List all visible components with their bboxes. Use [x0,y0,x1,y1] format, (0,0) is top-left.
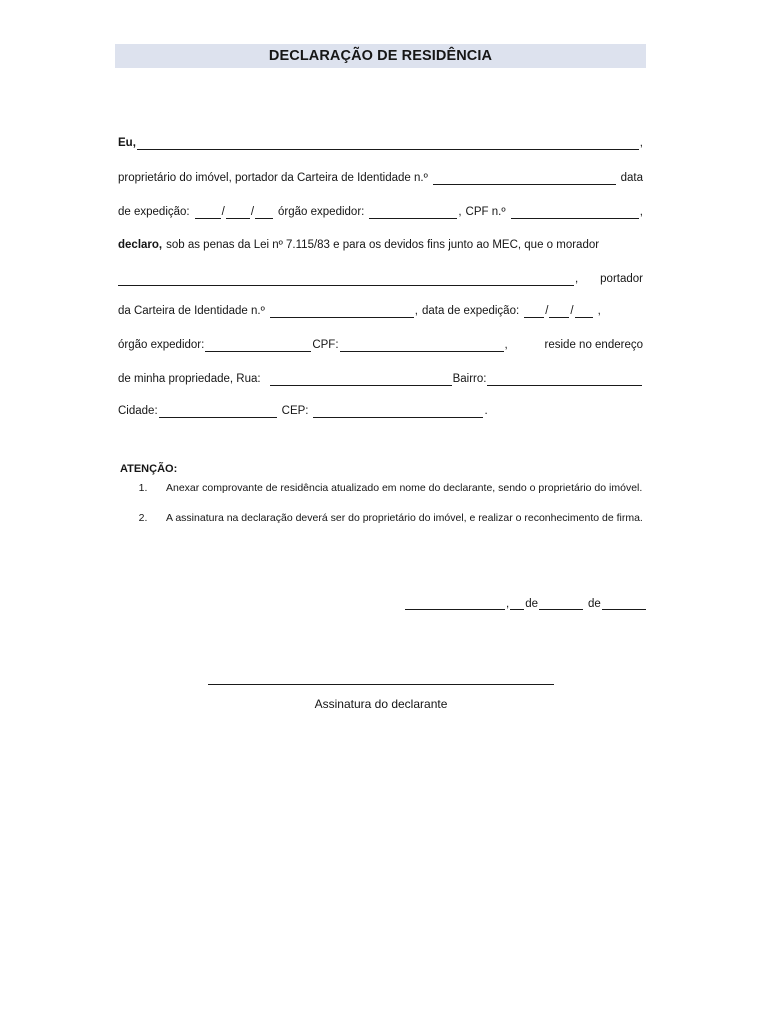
resident-exp-month-field[interactable] [549,306,569,318]
declarant-exp-day-field[interactable] [195,207,221,219]
declarant-id-field[interactable] [433,173,616,185]
year-field[interactable] [602,598,646,610]
signature-line[interactable] [208,684,554,685]
resident-exp-year-field[interactable] [575,306,593,318]
resident-issuer-label: órgão expedidor: [118,339,205,351]
line-street [118,371,643,386]
reside-text: reside no endereço [544,339,643,351]
expedition-label: de expedição: [118,206,190,218]
resident-id-label: da Carteira de Identidade n.º [118,305,265,317]
bairro-label: Bairro: [452,373,487,385]
street-field[interactable] [270,374,452,386]
month-field[interactable] [539,598,583,610]
declarant-cpf-field[interactable] [511,207,639,219]
resident-name-field[interactable] [118,274,574,286]
cep-field[interactable] [313,406,483,418]
declaro-text: sob as penas da Lei nº 7.115/83 e para os devidos fins junto ao MEC, que o morador [166,239,600,251]
line-expedition: de expedição: / / órgão expedidor: , CPF n.º , [118,206,643,218]
day-field[interactable] [510,598,524,610]
line-owner-id [118,170,643,185]
resident-id-field[interactable] [270,306,414,318]
line-eu: Eu, , [118,137,643,149]
declarant-issuer-field[interactable] [369,207,457,219]
bairro-field[interactable] [487,374,642,386]
declarant-exp-month-field[interactable] [226,207,250,219]
cidade-field[interactable] [159,406,277,418]
resident-cpf-field[interactable] [340,340,504,352]
attention-item-number: 1. [138,482,148,494]
cidade-label: Cidade: [118,405,158,417]
attention-item-text: Anexar comprovante de residência atualizado em nome do declarante, sendo o proprietário do imóvel. [166,482,643,494]
resident-issuer-field[interactable] [205,340,311,352]
data-word: data [620,172,643,184]
line-city: Cidade: CEP: . [118,405,488,417]
issuer-label: órgão expedidor: [278,206,365,218]
cep-label: CEP: [281,405,309,417]
place-field[interactable] [405,598,505,610]
resident-exp-label: data de expedição: [421,305,520,317]
resident-cpf-label: CPF: [312,339,339,351]
cpf-n-label: CPF n.º [465,206,506,218]
declaro-word: declaro, [118,239,163,251]
property-street-label: de minha propriedade, Rua: [118,373,261,385]
declarant-exp-year-field[interactable] [255,207,273,219]
attention-item-number: 2. [138,512,148,524]
portador-word: portador [600,273,643,285]
attention-title: ATENÇÃO: [120,463,178,475]
resident-exp-day-field[interactable] [524,306,544,318]
document-title: DECLARAÇÃO DE RESIDÊNCIA [268,48,493,64]
attention-item-text: A assinatura na declaração deverá ser do proprietário do imóvel, e realizar o reconhecimento de firma. [166,512,643,524]
date-line: , de de [405,595,647,610]
declarant-name-field[interactable] [137,138,639,150]
owner-id-text: proprietário do imóvel, portador da Carteira de Identidade n.º [118,172,428,184]
line-resident-id: da Carteira de Identidade n.º , data de expedição: / / , [118,305,601,317]
attention-item [120,511,645,525]
line-declaro [118,237,643,252]
de-word-1: de [525,598,538,610]
eu-label: Eu, [118,137,136,149]
line-resident-name: , portador [118,271,643,286]
line-resident-issuer: órgão expedidor: CPF: , reside no endereço [118,339,643,351]
signature-label: Assinatura do declarante [314,697,448,711]
attention-item [120,481,645,495]
de-word-2: de [588,598,601,610]
title-band [115,44,646,68]
